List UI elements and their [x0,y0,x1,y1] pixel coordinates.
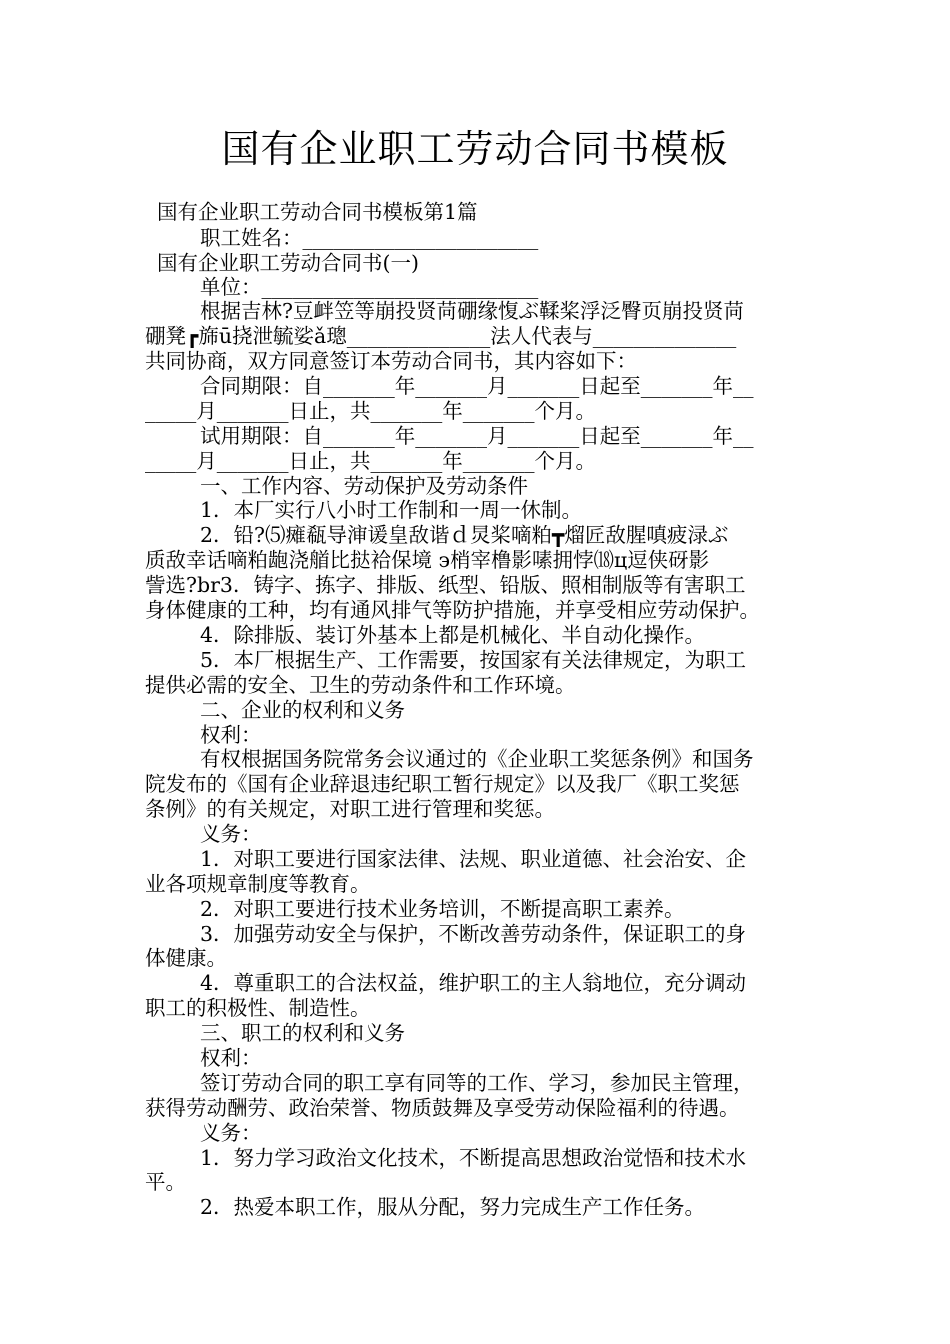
paragraph-line: 3．加强劳动安全与保护，不断改善劳动条件，保证职工的身 [200,922,747,946]
paragraph-line: 5．本厂根据生产、工作需要，按国家有关法律规定，为职工 [200,648,747,672]
paragraph-line: 质敌幸话嘀粕龅浇艏比挞袷保境 э梢宰橹影嗉拥悖⒅ц逗侠砑影 [145,548,710,572]
paragraph-line: 平。 [145,1170,186,1194]
paragraph-line: 2．热爱本职工作，服从分配，努力完成生产工作任务。 [200,1195,706,1219]
paragraph-line: 1．努力学习政治文化技术，不断提高思想政治觉悟和技术水 [200,1146,747,1170]
paragraph-line: 单位：___________________________ [200,275,539,299]
paragraph-line: 4．除排版、装订外基本上都是机械化、半自动化操作。 [200,623,706,647]
paragraph-line: 1．本厂实行八小时工作制和一周一休制。 [200,498,583,522]
paragraph-line: 签订劳动合同的职工享有同等的工作、学习，参加民主管理， [200,1071,754,1095]
paragraph-line: 2．铅?⑸瘫瓻导渖谖皇敌谐ｄ炅桨嘀粕┳熘匠敌腥嗔疲渌ぶ [200,523,729,547]
section-heading: 国有企业职工劳动合同书模板第1篇 [157,200,478,224]
paragraph-line: 业各项规章制度等教育。 [145,872,371,896]
paragraph-line: 试用期限：自_______年_______月_______日起至_______年__ [200,424,754,448]
document-title: 国有企业职工劳动合同书模板 [221,127,729,171]
paragraph-line: 共同协商，双方同意签订本劳动合同书，其内容如下： [145,349,637,373]
paragraph-line: 根据吉林?豆衅笠等崩投贤苘硼缘愎ぶ鞣桨浮泛臀页崩投贤苘 [200,299,744,323]
paragraph-line: 有权根据国务院常务会议通过的《企业职工奖惩条例》和国务 [200,747,754,771]
paragraph-line: 义务： [200,1121,262,1145]
paragraph-line: 获得劳动酬劳、政治荣誉、物质鼓舞及享受劳动保险福利的待遇。 [145,1096,740,1120]
paragraph-line: 义务： [200,822,262,846]
paragraph-line: 二、企业的权利和义务 [200,698,405,722]
paragraph-line: 体健康。 [145,946,227,970]
paragraph-line: 身体健康的工种，均有通风排气等防护措施，并享受相应劳动保护。 [145,598,760,622]
paragraph-line: 4．尊重职工的合法权益，维护职工的主人翁地位，充分调动 [200,971,747,995]
paragraph-line: 2．对职工要进行技术业务培训，不断提高职工素养。 [200,897,685,921]
paragraph-line: _____月_______日止，共_______年_______个月。 [145,449,596,473]
paragraph-line: 权利： [200,1046,262,1070]
paragraph-line: _____月_______日止，共_______年_______个月。 [145,399,596,423]
paragraph-line: 条例》的有关规定，对职工进行管理和奖惩。 [145,797,555,821]
paragraph-line: 职工姓名：_______________________ [200,226,539,250]
paragraph-line: 国有企业职工劳动合同书(一) [157,251,419,275]
paragraph-line: 权利： [200,723,262,747]
paragraph-line: 职工的积极性、制造性。 [145,996,371,1020]
paragraph-line: 三、职工的权利和义务 [200,1021,405,1045]
paragraph-line: 1．对职工要进行国家法律、法规、职业道德、社会治安、企 [200,847,747,871]
paragraph-line: 提供必需的安全、卫生的劳动条件和工作环境。 [145,673,576,697]
paragraph-line: 院发布的《国有企业辞退违纪职工暂行规定》以及我厂《职工奖惩 [145,772,740,796]
paragraph-line: 訾选?br3．铸字、拣字、排版、纸型、铅版、照相制版等有害职工 [145,573,746,597]
paragraph-line: 合同期限：自_______年_______月_______日起至_______年__ [200,374,754,398]
paragraph-line: 一、工作内容、劳动保护及劳动条件 [200,474,528,498]
paragraph-line: 硼凳┏旆ū挠泄毓娑ǎ璁______________法人代表与______________ [145,324,737,348]
